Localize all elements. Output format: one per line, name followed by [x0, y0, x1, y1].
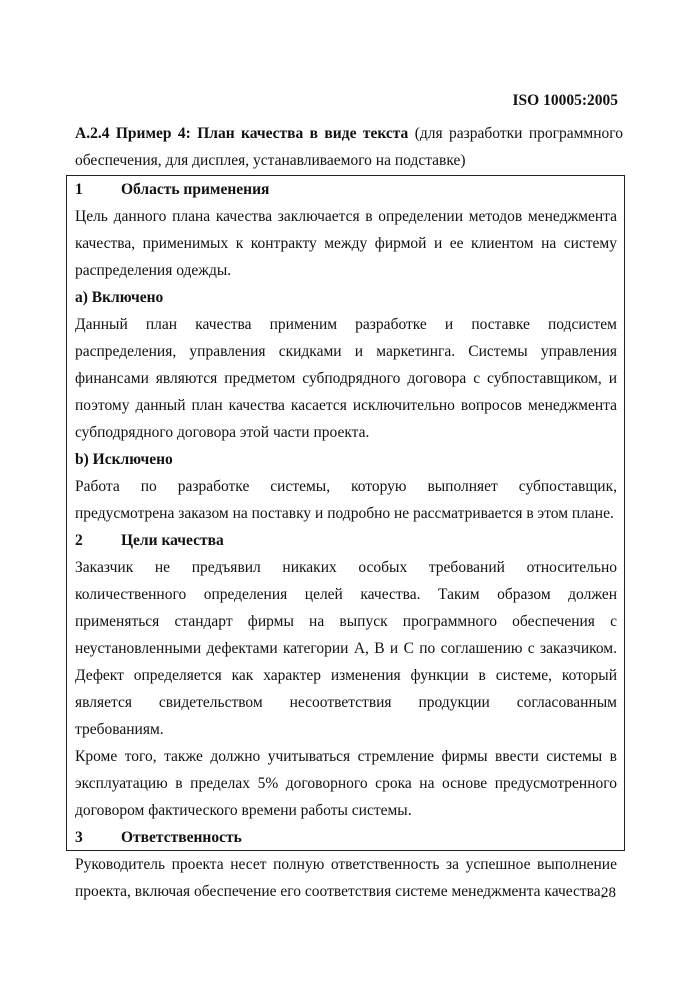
section-heading-scope — [75, 176, 617, 203]
section-title: Область применения — [121, 181, 270, 198]
section-number: 2 — [75, 532, 83, 549]
scope-paragraph: Цель данного плана качества заключается в определении методов менеджмента качества, применимых к контракту между фирмой и ее клиентом на систему распределения одежды. — [75, 208, 617, 279]
document-id: ISO 10005:2005 — [512, 92, 618, 109]
quality-plan-content — [75, 176, 617, 905]
example-title: А.2.4 Пример 4: План качества в виде текста — [75, 125, 409, 142]
page-number: 28 — [601, 885, 616, 901]
section-title: Ответственность — [121, 829, 242, 846]
excluded-paragraph: Работа по разработке системы, которую выполняет субпоставщик, предусмотрена заказом на поставку и подробно не рассматривается в этом плане. — [75, 478, 617, 522]
excluded-heading: b) Исключено — [75, 451, 173, 468]
section-heading-responsibility — [75, 824, 617, 851]
section-number: 3 — [75, 829, 83, 846]
goals-paragraph-1: Заказчик не предъявил никаких особых требований относительно количественного определения целей качества. Таким образом должен применяться стандарт фирмы на выпуск программного обеспечения с неустановленными дефектами категории А, В и С по соглашению с заказчиком. Дефект определяется как характер изменения функции в системе, который является свидетельством несоответствия продукции согласованным требованиям. — [75, 559, 617, 738]
section-heading-goals — [75, 527, 617, 554]
example-subtitle: (для разработки программного обеспечения, для дисплея, устанавливаемого на подставке) — [75, 125, 623, 169]
included-heading: а) Включено — [75, 289, 164, 306]
example-intro — [75, 120, 623, 174]
included-paragraph: Данный план качества применим разработке и поставке подсистем распределения, управления скидками и маркетинга. Системы управления финансами являются предметом субподрядного договора с субпоставщиком, и поэтому данный план качества касается исключительно вопросов менеджмента субподрядного договора этой части проекта. — [75, 316, 617, 441]
responsibility-paragraph: Руководитель проекта несет полную ответственность за успешное выполнение проекта, включая обеспечение его соответствия системе менеджмента качества, — [75, 856, 617, 900]
section-title: Цели качества — [121, 532, 224, 549]
goals-paragraph-2: Кроме того, также должно учитываться стремление фирмы ввести системы в эксплуатацию в пределах 5% договорного срока на основе предусмотренного договором фактического времени работы системы. — [75, 748, 617, 819]
section-number: 1 — [75, 181, 83, 198]
